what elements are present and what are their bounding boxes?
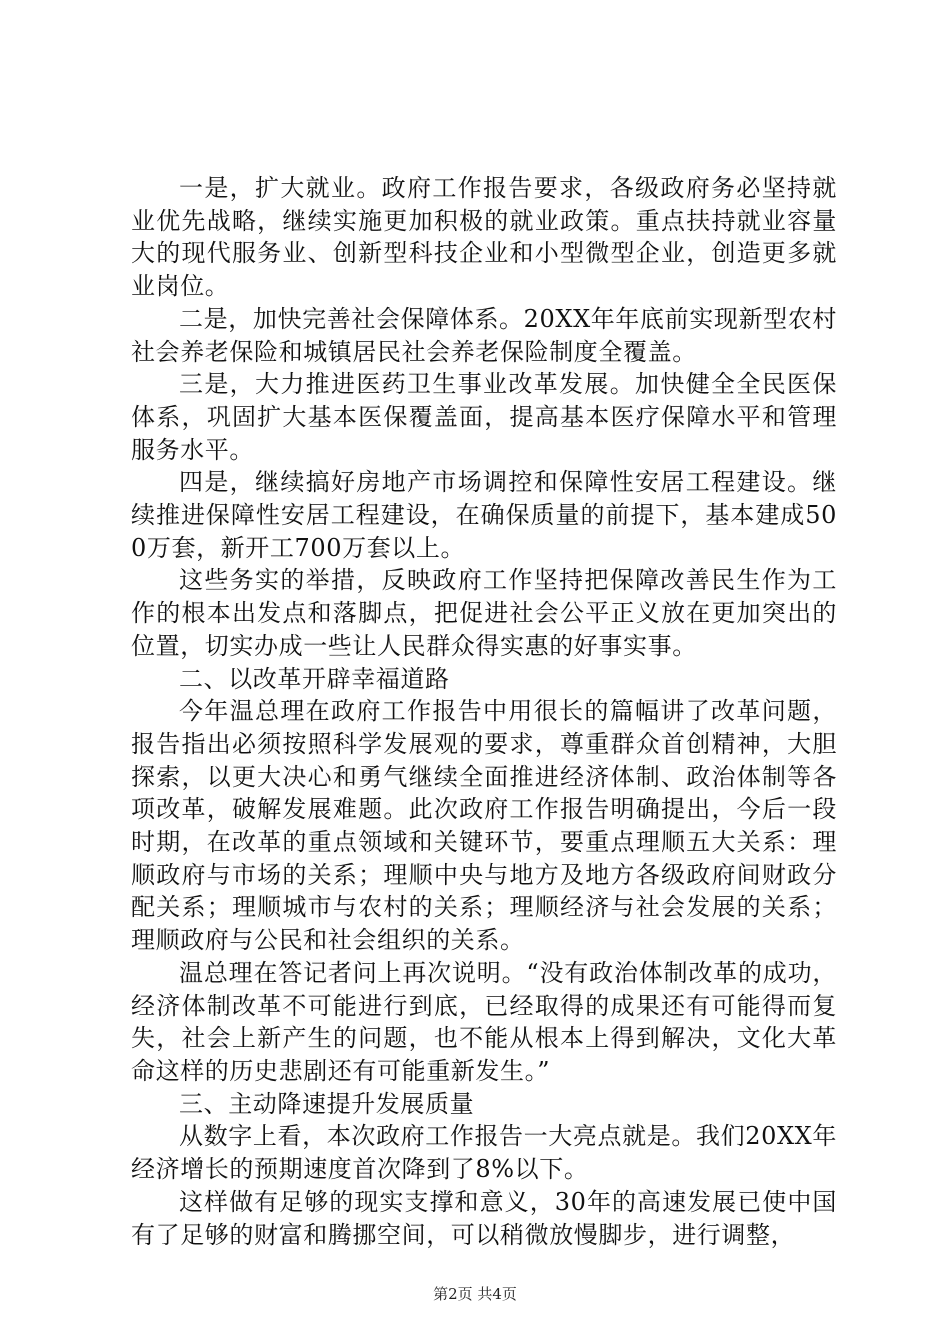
- paragraph-press-conference: 温总理在答记者问上再次说明。“没有政治体制改革的成功，经济体制改革不可能进行到底，已经取得的成果还有可能得而复失，社会上新产生的问题，也不能从根本上得到解决，文化大革命这样的历史悲剧还有可能重新发生。”: [131, 958, 837, 1085]
- paragraph-social-security: 二是，加快完善社会保障体系。20XX年年底前实现新型农村社会养老保险和城镇居民社会养老保险制度全覆盖。: [131, 304, 837, 366]
- section-heading-growth-quality: 三、主动降速提升发展质量: [179, 1089, 475, 1118]
- section-heading-reform: 二、以改革开辟幸福道路: [179, 664, 450, 693]
- page-number-footer: 第2页 共4页: [433, 1285, 517, 1303]
- paragraph-housing: 四是，继续搞好房地产市场调控和保障性安居工程建设。继续推进保障性安居工程建设，在确保质量的前提下，基本建成500万套，新开工700万套以上。: [131, 468, 837, 562]
- paragraph-growth-target: 从数字上看，本次政府工作报告一大亮点就是。我们20XX年经济增长的预期速度首次降到了8%以下。: [131, 1122, 837, 1184]
- document-body: [131, 172, 837, 1251]
- paragraph-measures-summary: 这些务实的举措，反映政府工作坚持把保障改善民生作为工作的根本出发点和落脚点，把促进社会公平正义放在更加突出的位置，切实办成一些让人民群众得实惠的好事实事。: [131, 566, 837, 660]
- paragraph-reform-report: 今年温总理在政府工作报告中用很长的篇幅讲了改革问题，报告指出必须按照科学发展观的要求，尊重群众首创精神，大胆探索，以更大决心和勇气继续全面推进经济体制、政治体制等各项改革，破解发展难题。此次政府工作报告明确提出，今后一段时期，在改革的重点领域和关键环节，要重点理顺五大关系：理顺政府与市场的关系；理顺中央与地方及地方各级政府间财政分配关系；理顺城市与农村的关系；理顺经济与社会发展的关系；理顺政府与公民和社会组织的关系。: [131, 697, 837, 955]
- paragraph-expand-employment: 一是，扩大就业。政府工作报告要求，各级政府务必坚持就业优先战略，继续实施更加积极的就业政策。重点扶持就业容量大的现代服务业、创新型科技企业和小型微型企业，创造更多就业岗位。: [131, 174, 837, 301]
- paragraph-medical-reform: 三是，大力推进医药卫生事业改革发展。加快健全全民医保体系，巩固扩大基本医保覆盖面，提高基本医疗保障水平和管理服务水平。: [131, 370, 837, 464]
- paragraph-growth-rationale: 这样做有足够的现实支撑和意义，30年的高速发展已使中国有了足够的财富和腾挪空间，可以稍微放慢脚步，进行调整，: [131, 1187, 837, 1249]
